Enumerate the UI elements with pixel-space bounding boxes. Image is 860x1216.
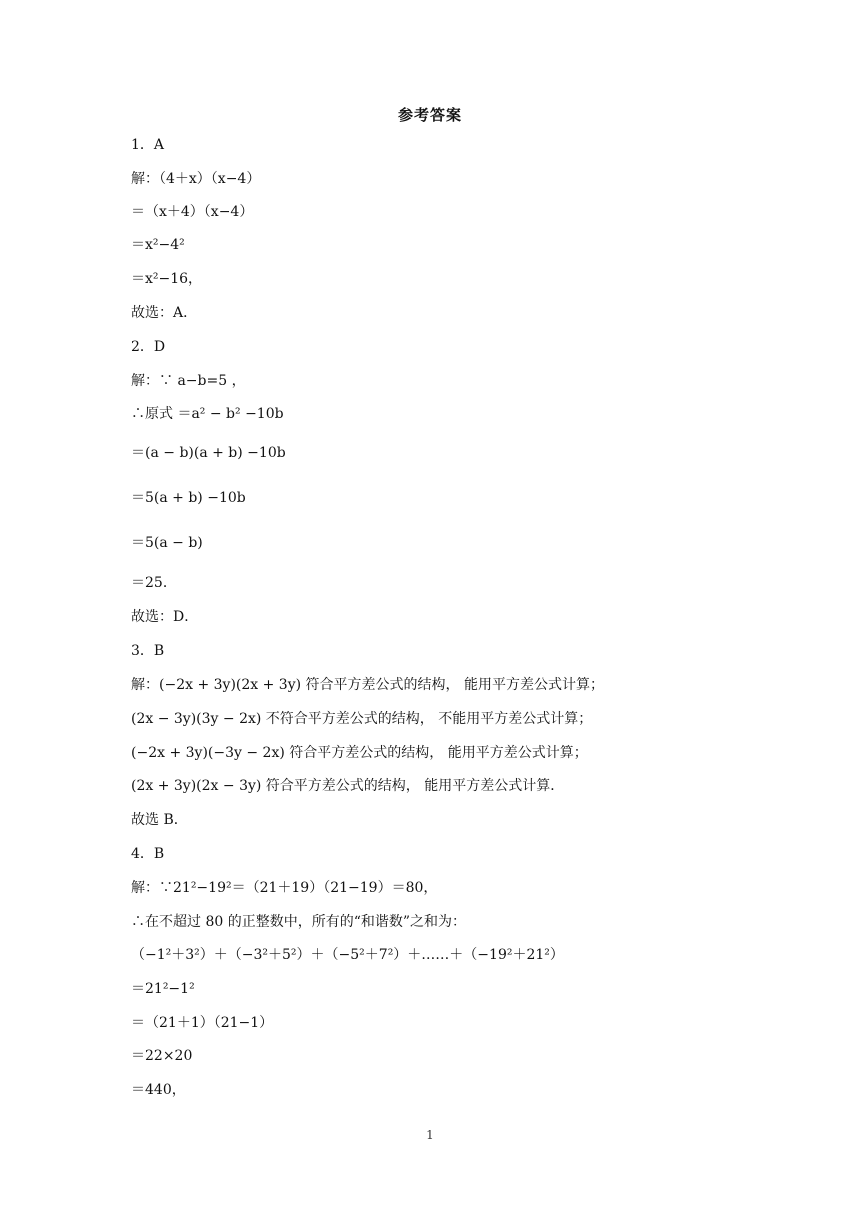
answer-2-choice: 故选：D． <box>131 609 199 625</box>
answer-1-line: ＝x²−4² <box>131 237 185 253</box>
answer-1-heading: 1．A <box>131 137 165 153</box>
answer-4-line: ∴在不超过 80 的正整数中，所有的“和谐数”之和为： <box>131 914 467 930</box>
answer-4-line: ＝21²−1² <box>131 981 195 997</box>
answer-2-heading: 2．D <box>131 339 166 355</box>
answer-1-line: ＝（x＋4）（x−4） <box>131 204 254 220</box>
answer-4-line: 解：∵21²−19²＝（21＋19）（21−19）＝80， <box>131 880 438 896</box>
answer-3-line: (2x + 3y)(2x − 3y) 符合平方差公式的结构， 能用平方差公式计算． <box>131 778 565 794</box>
answer-2-line: ∴原式 ＝a² − b² −10b <box>131 406 284 422</box>
answer-2-line: ＝5(a − b) <box>131 535 203 551</box>
answer-3-line: (−2x + 3y)(−3y − 2x) 符合平方差公式的结构， 能用平方差公式计算； <box>131 745 588 761</box>
answer-2-line: 解：∵ a−b=5 ， <box>131 373 246 389</box>
answer-4-line: ＝440， <box>131 1082 186 1098</box>
answer-2-line: ＝25． <box>131 575 177 591</box>
page-title: 参考答案 <box>397 106 462 124</box>
answer-1-choice: 故选：A． <box>131 305 198 321</box>
answer-3-choice: 故选 B． <box>131 812 188 828</box>
answer-4-line: （−1²＋3²）＋（−3²＋5²）＋（−5²＋7²）＋……＋（−19²＋21²） <box>131 947 564 963</box>
answer-4-heading: 4．B <box>131 846 165 862</box>
answer-1-line: 解：（4＋x）（x−4） <box>131 171 261 187</box>
answer-3-heading: 3．B <box>131 643 165 659</box>
answer-4-line: ＝（21＋1）（21−1） <box>131 1015 274 1031</box>
answer-2-line: ＝(a − b)(a + b) −10b <box>131 445 286 461</box>
answer-1-line: ＝x²−16， <box>131 271 203 287</box>
answer-2-line: ＝5(a + b) −10b <box>131 490 246 506</box>
answer-3-line: 解：(−2x + 3y)(2x + 3y) 符合平方差公式的结构， 能用平方差公式计算； <box>131 677 604 693</box>
answer-4-line: ＝22×20 <box>131 1048 193 1064</box>
answer-3-line: (2x − 3y)(3y − 2x) 不符合平方差公式的结构， 不能用平方差公式计算； <box>131 711 593 727</box>
page-number: 1 <box>426 1128 434 1142</box>
